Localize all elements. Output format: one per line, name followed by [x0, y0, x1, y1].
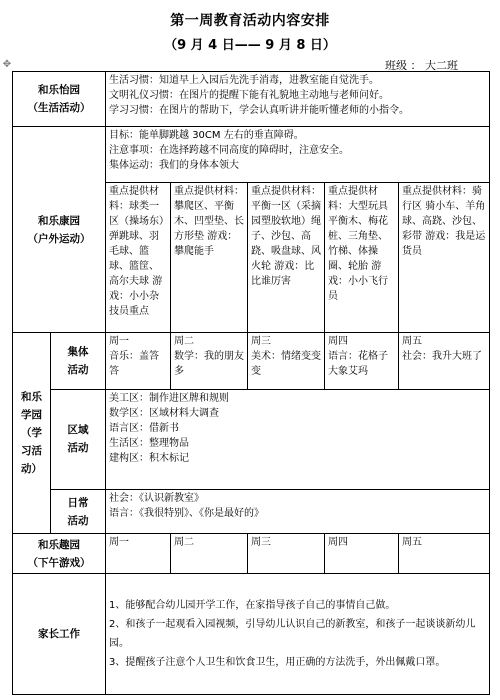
life-area-line: 生活区：整理物品: [109, 437, 190, 449]
group-activity-thursday: 周四 语言：花格子大象艾玛: [325, 333, 399, 389]
daily-activity-label: 日常 活动: [51, 489, 106, 533]
build-area-line: 建构区：积木标记: [109, 452, 190, 464]
group-activity-wednesday: 周三 美术：情绪变变变: [248, 333, 325, 389]
parents-work-content: [106, 574, 490, 695]
outdoor-material-cell: 重点提供材料：骑行区 骑小车、羊角球、高跷、沙包、彩带 游戏：我是运货员: [399, 182, 490, 333]
daily-activity-content: [106, 489, 490, 533]
outdoor-caution-line: 注意事项：在选择跨越不同高度的障碍时，注意安全。: [109, 145, 350, 157]
life-activity-label: 和乐怡园 （生活活动）: [13, 72, 106, 127]
group-activity-label: 集体 活动: [51, 333, 106, 389]
parents-work-item: 3、提醒孩子注意个人卫生和饮食卫生，用正确的方法洗手，外出佩戴口罩。: [109, 657, 446, 669]
study-activity-label: 和乐 学园 （学 习活 动）: [13, 333, 51, 534]
outdoor-material-cell: 重点提供材料：大型玩具平衡木、梅花桩、三角垫、竹梯、体操圈、轮胎 游戏：小小飞行员: [325, 182, 399, 333]
table-move-handle-icon[interactable]: ✥: [2, 59, 12, 70]
play-friday: 周五: [399, 534, 490, 574]
daily-social-line: 社会：《认识新教室》: [109, 492, 205, 504]
outdoor-material-cell: 重点提供材料：平衡一区（采摘园塑胶软地）绳子、沙包、高跷、吸盘球、风火轮 游戏：比比谁厉害: [248, 182, 325, 333]
art-area-line: 美工区：制作进区牌和规则: [109, 392, 230, 404]
class-label: 班级 ： 大二班: [385, 59, 458, 72]
parents-work-label: 家长工作: [13, 574, 106, 695]
outdoor-group-sport-line: 集体运动：我们的身体本领大: [109, 160, 240, 172]
area-activity-row: [13, 389, 490, 489]
daily-language-line: 语言：《我很特别》、《你是最好的》: [109, 507, 265, 519]
parents-work-item: 1、能够配合幼儿园开学工作，在家指导孩子自己的事情自己做。: [109, 600, 396, 612]
language-area-line: 语言区：借新书: [109, 422, 180, 434]
etiquette-habit-line: 文明礼仪习惯：在图片的提醒下能有礼貌地主动地与老师问好。: [109, 90, 390, 101]
outdoor-goal-content: [106, 127, 490, 182]
daily-activity-row: [13, 489, 490, 533]
afternoon-play-label: 和乐趣园 （下午游戏）: [13, 534, 106, 574]
group-activity-friday: 周五 社会：我升大班了: [399, 333, 490, 389]
study-habit-line: 学习习惯：在图片的帮助下，学会认真听讲并能听懂老师的小指令。: [109, 105, 410, 116]
group-activity-monday: 周一 音乐：盖答答: [106, 333, 171, 389]
activity-plan-table: [12, 71, 490, 695]
outdoor-activity-label: 和乐康园 （户外运动）: [13, 127, 106, 333]
outdoor-material-cell: 重点提供材料：球类一区（操场东）弹跳球、羽毛球、篮球、篮筐、高尔夫球 游戏：小小杂技员重点: [106, 182, 171, 333]
parents-work-item: 2、和孩子一起观看入园视频，引导幼儿认识自己的新教室，和孩子一起谈谈新幼儿园。: [109, 619, 476, 650]
document-date-range: （9 月 4 日—— 9 月 8 日）: [164, 38, 336, 53]
play-thursday: 周四: [325, 534, 399, 574]
afternoon-play-row: [13, 534, 490, 574]
outdoor-goal-line: 目标：能单脚跳越 30CM 左右的垂直障碍。: [109, 130, 304, 142]
play-tuesday: 周二: [171, 534, 248, 574]
group-activity-tuesday: 周二 数学：我的朋友多: [171, 333, 248, 389]
play-monday: 周一: [106, 534, 171, 574]
parents-work-row: [13, 574, 490, 695]
outdoor-material-cell: 重点提供材料：攀爬区、平衡木、凹型垫、长方形垫 游戏：攀爬能手: [171, 182, 248, 333]
play-wednesday: 周三: [248, 534, 325, 574]
group-activity-row: [13, 333, 490, 389]
document-title: 第一周教育活动内容安排: [170, 13, 330, 29]
outdoor-goal-row: [13, 127, 490, 182]
life-habit-line: 生活习惯：知道早上入园后先洗手消毒，进教室能自觉洗手。: [109, 75, 380, 86]
life-activity-content: [106, 72, 490, 127]
math-area-line: 数学区：区域材料大调查: [109, 407, 220, 419]
area-activity-content: [106, 389, 490, 489]
life-activity-row: [13, 72, 490, 127]
area-activity-label: 区域 活动: [51, 389, 106, 489]
